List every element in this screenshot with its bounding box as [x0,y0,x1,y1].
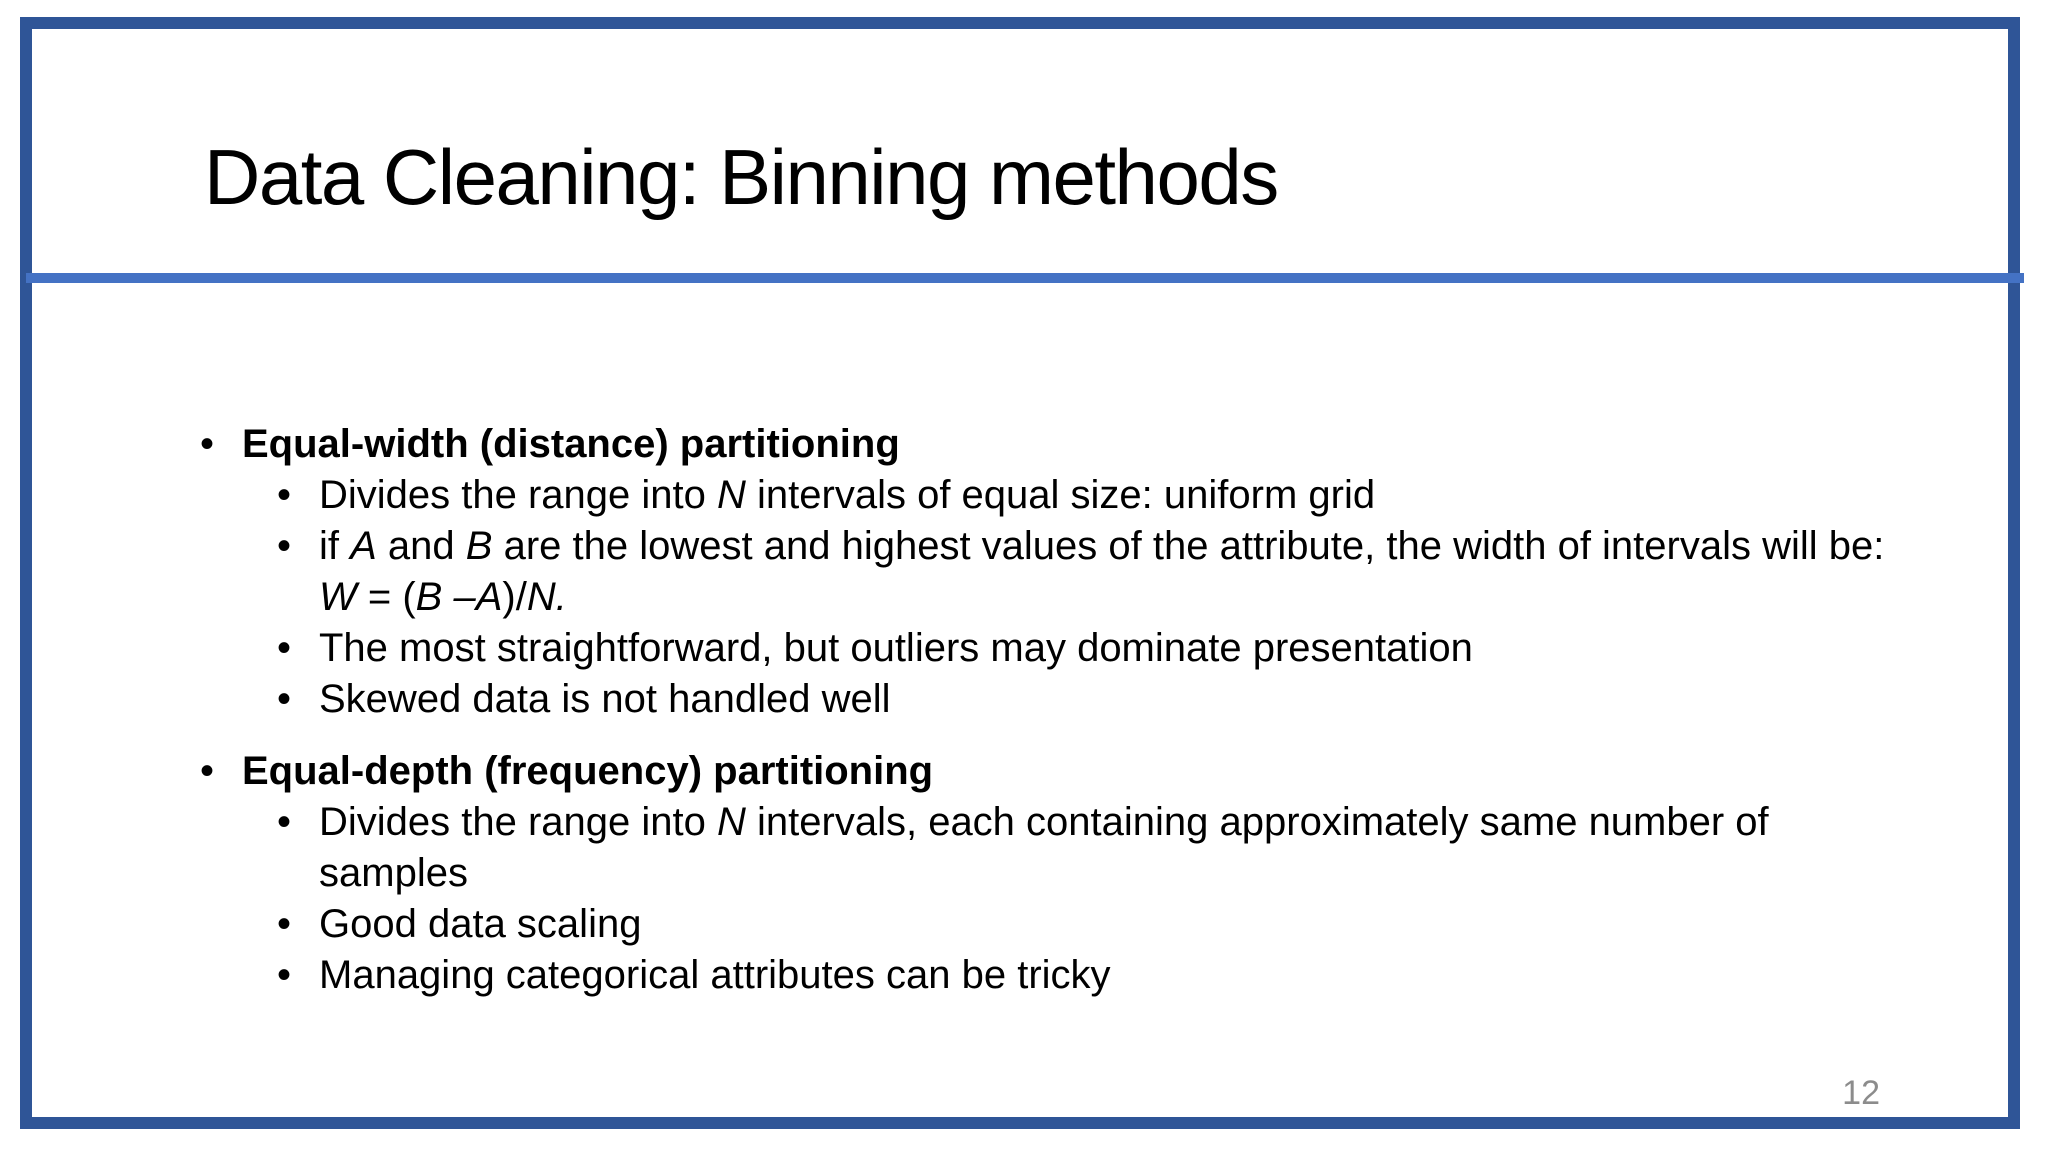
list-item: • Divides the range into N intervals, each containing approximately same number of samples [277,797,1919,899]
bullet-icon: • [277,473,292,517]
bullet-icon: • [200,749,215,793]
bullet-icon: • [200,422,215,466]
list-item: • The most straightforward, but outliers may dominate presentation [277,623,1919,674]
bullet-icon: • [277,524,292,568]
bullet-icon: • [277,677,292,721]
section-heading: • Equal-width (distance) partitioning [200,418,1900,470]
section-heading: • Equal-depth (frequency) partitioning [200,745,1900,797]
bullet-icon: • [277,800,292,844]
list-item: • Good data scaling [277,899,1919,950]
section-equal-width [200,418,1900,725]
title-divider [26,273,2024,283]
slide-body [200,418,1900,1021]
bullet-icon: • [277,902,292,946]
slide-title: Data Cleaning: Binning methods [204,133,1278,221]
list-item: • Skewed data is not handled well [277,674,1919,725]
page-number: 12 [1842,1074,1880,1112]
bullet-icon: • [277,626,292,670]
list-item: • if A and B are the lowest and highest values of the attribute, the width of intervals will be: W = (B –A)/N. [277,521,1919,623]
list-item: • Managing categorical attributes can be tricky [277,950,1919,1001]
section-equal-depth [200,745,1900,1001]
bullet-icon: • [277,953,292,997]
list-item: • Divides the range into N intervals of equal size: uniform grid [277,470,1919,521]
